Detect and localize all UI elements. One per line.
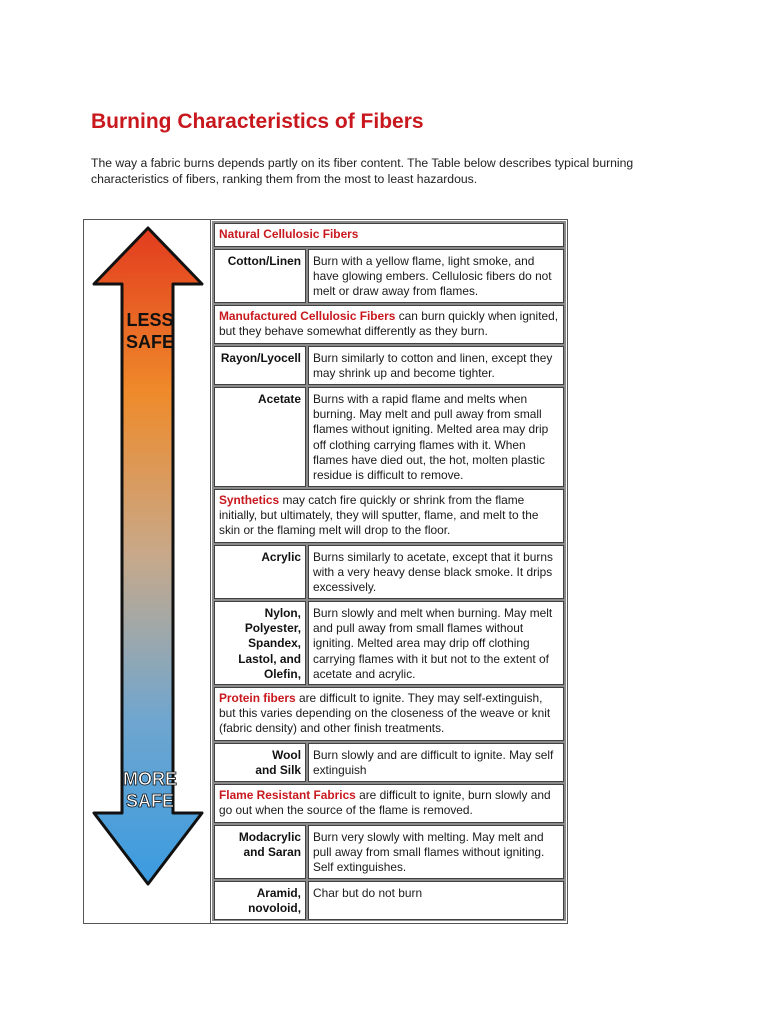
fiber-name: Acetate <box>258 392 301 406</box>
fiber-name-line: Nylon, <box>264 606 301 620</box>
fiber-row-acetate <box>212 387 566 487</box>
fiber-name-cell <box>214 249 306 303</box>
fiber-description: Burn slowly and are difficult to ignite. May self extinguish <box>308 743 564 782</box>
category-keyword: Manufactured Cellulosic Fibers <box>219 309 396 323</box>
fiber-row-acrylic <box>212 545 566 599</box>
fiber-name-cell <box>214 601 306 685</box>
fiber-name: Rayon/Lyocell <box>220 351 301 365</box>
fiber-name-line: Modacrylic <box>238 830 301 844</box>
less-label-line1: LESS <box>126 310 174 330</box>
intro-paragraph: The way a fabric burns depends partly on its fiber content. The Table below describes typical burning characteristics of fibers, ranking them from the most to least hazardous. <box>91 156 634 186</box>
category-keyword: Synthetics <box>219 493 280 507</box>
fiber-name-line: and Saran <box>243 845 301 860</box>
less-label-line2: SAFE <box>125 332 175 352</box>
fiber-name-line: Lastol, and <box>238 651 301 666</box>
page-title: Burning Characteristics of Fibers <box>91 110 424 133</box>
category-row-flame-resistant <box>212 784 566 823</box>
fiber-name-cell <box>214 881 306 920</box>
fiber-name-cell <box>214 825 306 879</box>
category-text: may catch fire quickly or shrink from the flame initially, but ultimately, they will sputter, flame, and melt to the skin or the flaming melt will drop to the floor. <box>219 493 539 538</box>
category-row-synthetics <box>212 489 566 543</box>
fiber-name-cell <box>214 387 306 487</box>
fiber-name-cell <box>214 346 306 385</box>
category-keyword: Natural Cellulosic Fibers <box>219 227 359 241</box>
fiber-description: Burns with a rapid flame and melts when burning. May melt and pull away from small flames without igniting. Melted area may drip off clothing carrying flames with it. When flames have died out, the hot, molten plastic residue is difficult to remove. <box>308 387 564 487</box>
category-row-natural <box>212 223 566 247</box>
fiber-row-aramid <box>212 881 566 920</box>
fiber-name-cell <box>214 743 306 782</box>
fiber-description: Burn similarly to cotton and linen, except they may shrink up and become tighter. <box>308 346 564 385</box>
more-label-line2: SAFE <box>125 791 175 811</box>
fiber-name-line: Olefin, <box>264 666 301 681</box>
fiber-name-line: Spandex, <box>248 636 301 651</box>
fiber-row-nylon <box>212 601 566 685</box>
category-row-manufactured <box>212 305 566 344</box>
safety-arrow-icon <box>84 220 210 923</box>
more-label-line1: MORE <box>123 769 177 789</box>
category-keyword: Flame Resistant Fabrics <box>219 788 356 802</box>
category-text: can burn quickly when ignited, but they behave somewhat differently as they burn. <box>219 309 559 339</box>
fiber-name-line: and Silk <box>255 763 301 778</box>
category-text: are difficult to ignite, burn slowly and go out when the source of the flame is removed. <box>219 788 551 818</box>
fiber-name: Cotton/Linen <box>227 254 301 268</box>
category-keyword: Protein fibers <box>219 691 296 705</box>
fiber-name-line: Aramid, <box>256 886 301 900</box>
fiber-description: Char but do not burn <box>308 881 564 920</box>
fiber-name-line: Polyester, <box>244 621 301 636</box>
fiber-row-modacrylic <box>212 825 566 879</box>
fiber-name: Acrylic <box>261 550 301 564</box>
fiber-row-cotton <box>212 249 566 303</box>
safety-arrow-panel <box>84 220 211 923</box>
fiber-description: Burn with a yellow flame, light smoke, and have glowing embers. Cellulosic fibers do not melt or draw away from flames. <box>308 249 564 303</box>
category-row-protein <box>212 687 566 741</box>
fiber-name-line: Wool <box>272 748 301 762</box>
fiber-description: Burn slowly and melt when burning. May melt and pull away from small flames without igniting. Melted area may drip off clothing carrying flames with it but not to the extent of acetate and acrylic. <box>308 601 564 685</box>
fiber-burning-table <box>83 219 568 924</box>
fiber-description: Burn very slowly with melting. May melt and pull away from small flames without igniting. Self extinguishes. <box>308 825 564 879</box>
fiber-row-wool <box>212 743 566 782</box>
fiber-row-rayon <box>212 346 566 385</box>
fiber-table-grid <box>212 221 566 921</box>
category-text: are difficult to ignite. They may self-extinguish, but this varies depending on the closeness of the weave or knit (fabric density) and other finish treatments. <box>219 691 551 736</box>
fiber-name-line: novoloid, <box>248 901 301 916</box>
fiber-description: Burns similarly to acetate, except that it burns with a very heavy dense black smoke. It drips excessively. <box>308 545 564 599</box>
fiber-name-cell <box>214 545 306 599</box>
